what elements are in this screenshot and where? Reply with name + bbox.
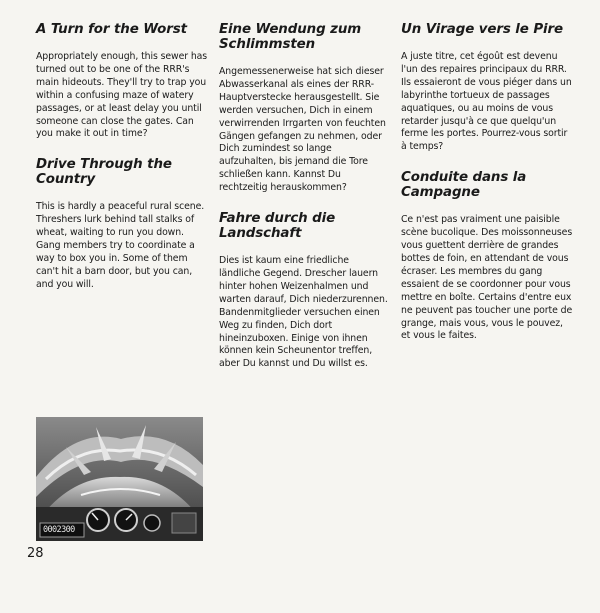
english-heading-country: Drive Through the Country — [36, 157, 172, 188]
english-paragraph-sewer: Appropriately enough, this sewer has turned out to be one of the RRR's main hideouts. They'll try to trap you within a confusing maze of watery passages, or at least delay you until someone can close the gates. Can you make it out in time? — [36, 51, 208, 140]
page-number: 28 — [27, 546, 44, 561]
french-column — [401, 22, 573, 359]
german-heading-sewer: Eine Wendung zum Schlimmsten — [219, 22, 362, 52]
game-screenshot — [36, 417, 203, 541]
french-heading-sewer: Un Virage vers le Pire — [401, 22, 564, 37]
german-heading-country: Fahre durch die Landschaft — [219, 211, 336, 242]
score-readout: 0002300 — [43, 525, 75, 535]
french-paragraph-country: Ce n'est pas vraiment une paisible scène bucolique. Des moissonneuses vous guettent derrière de grandes bottes de foin, en attendant de vous écraser. Les membres du gang essaient de se coordonner pour vous mettre en boîte. Certains d'entre eux ne peuvent pas toucher une porte de grange, mais vous, vous le pouvez, et vous le faites. — [401, 214, 573, 342]
game-scene-illustration — [36, 417, 203, 541]
french-paragraph-sewer: A juste titre, cet égoût est devenu l'un des repaires principaux du RRR. Ils essaieront de vous piéger dans un labyrinthe tortueux de passages aquatiques, ou au moins de vous retarder jusqu'à ce que quelqu'un ferme les portes. Pourrez-vous sortir à temps? — [401, 51, 572, 153]
german-paragraph-sewer: Angemessenerweise hat sich dieser Abwasserkanal als eines der RRR-Hauptverstecke herausgestellt. Sie werden versuchen, Dich in einem verwirrenden Irrgarten von feuchten Gängen gefangen zu nehmen, oder Dich zumindest so lange aufzuhalten, bis jemand die Tore schließen kann. Kannst Du rechtzeitig herauskommen? — [219, 66, 386, 194]
german-paragraph-country: Dies ist kaum eine friedliche ländliche Gegend. Drescher lauern hinter hohen Weizenhalmen und warten darauf, Dich niederzurennen. Bandenmitglieder versuchen einen Weg zu finden, Dich dort hineinzuboxen. Einige von ihnen können kein Scheunentor treffen, aber Du kannst und Du willst es. — [219, 255, 388, 370]
english-paragraph-country: This is hardly a peaceful rural scene. Threshers lurk behind tall stalks of wheat, waiting to run you down. Gang members try to coordinate a way to box you in. Some of them can't hit a barn door, but you can, and you will. — [36, 201, 205, 290]
german-column — [219, 22, 391, 387]
english-column — [36, 22, 208, 308]
french-heading-country: Conduite dans la Campagne — [401, 170, 527, 201]
english-heading-sewer: A Turn for the Worst — [36, 22, 187, 37]
